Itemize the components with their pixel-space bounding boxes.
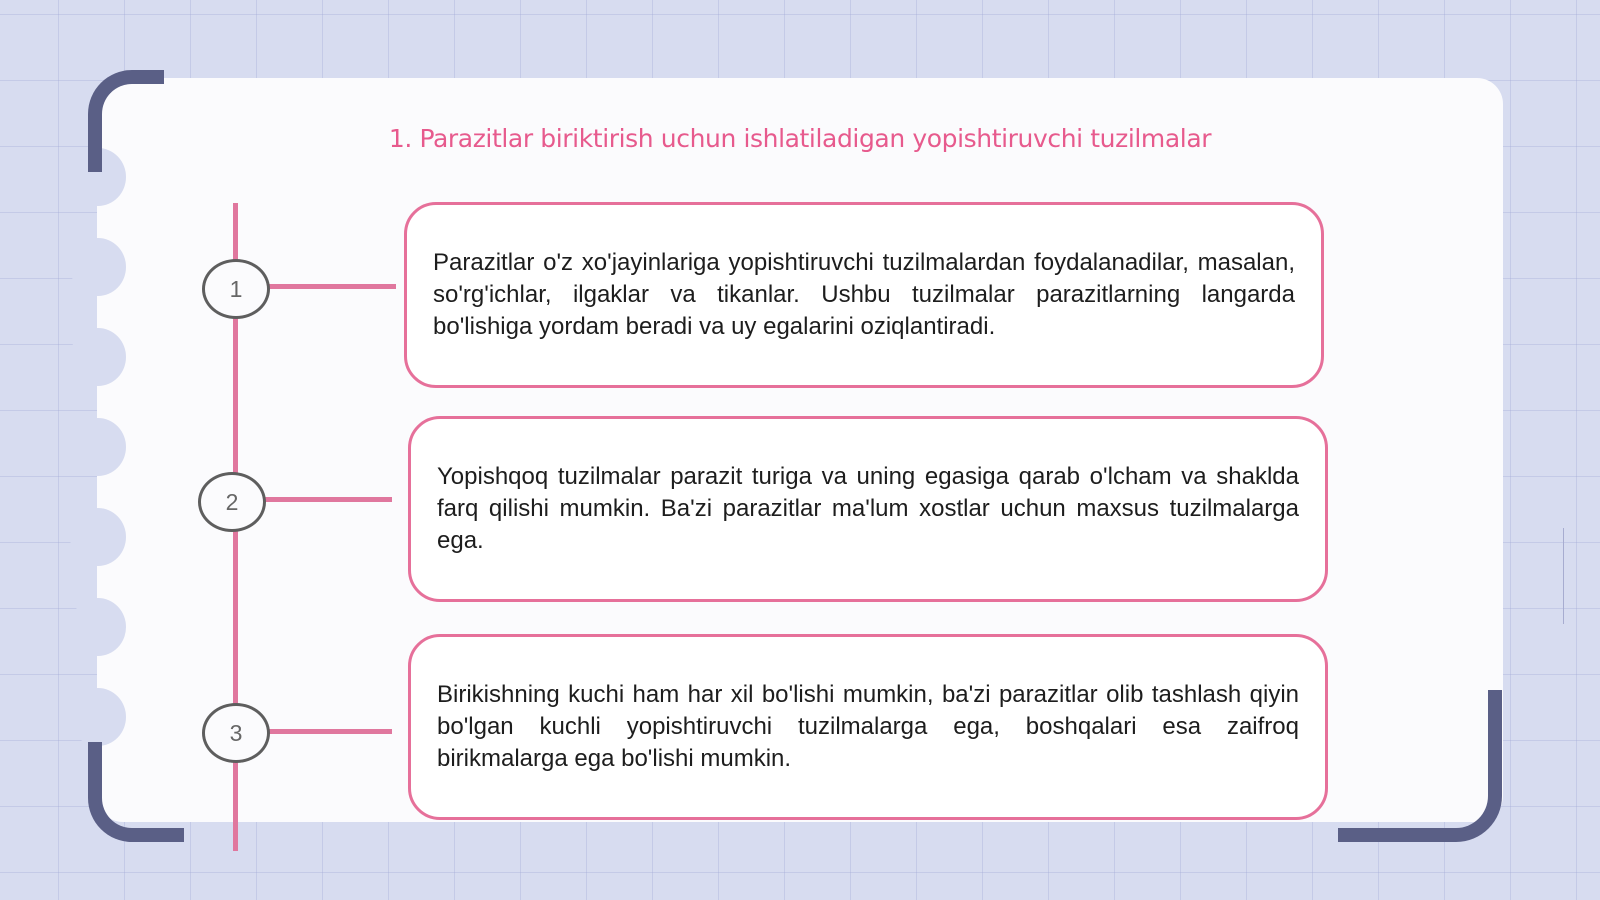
paper-tab <box>70 688 126 746</box>
timeline-connector <box>262 497 392 502</box>
corner-bracket-bottom-right <box>1338 690 1502 842</box>
corner-bracket-top-left <box>88 70 164 172</box>
step-number-2: 2 <box>198 472 266 532</box>
paper-tab <box>70 418 126 476</box>
step-text-3: Birikishning kuchi ham har xil bo'lishi mumkin, ba'zi parazitlar olib tashlash qiyin bo'lgan kuchli yopishtiruvchi tuzilmalarga ega, boshqalari esa zaifroq birikmalarga ega bo'lishi mumkin. <box>437 681 1299 772</box>
slide-title: 1. Parazitlar biriktirish uchun ishlatiladigan yopishtiruvchi tuzilmalar <box>388 124 1212 153</box>
decorative-line <box>1563 528 1564 624</box>
step-text-2: Yopishqoq tuzilmalar parazit turiga va uning egasiga qarab o'lcham va shaklda farq qilishi mumkin. Ba'zi parazitlar ma'lum xostlar uchun maxsus tuzilmalarga ega. <box>437 463 1299 554</box>
paper-tab <box>70 328 126 386</box>
step-card-1 <box>404 202 1324 388</box>
step-card-3 <box>408 634 1328 820</box>
corner-bracket-bottom-left <box>88 742 184 842</box>
step-text-1: Parazitlar o'z xo'jayinlariga yopishtiruvchi tuzilmalardan foydalanadilar, masalan, so'rg'ichlar, ilgaklar va tikanlar. Ushbu tuzilmalar parazitlarning langarda bo'lishiga yordam beradi va uy egalarini oziqlantiradi. <box>433 249 1295 340</box>
step-number-1: 1 <box>202 259 270 319</box>
paper-tab <box>70 238 126 296</box>
paper-tab <box>70 508 126 566</box>
step-number-3: 3 <box>202 703 270 763</box>
timeline-connector <box>266 284 396 289</box>
step-card-2 <box>408 416 1328 602</box>
paper-tab <box>70 598 126 656</box>
timeline-connector <box>266 729 392 734</box>
